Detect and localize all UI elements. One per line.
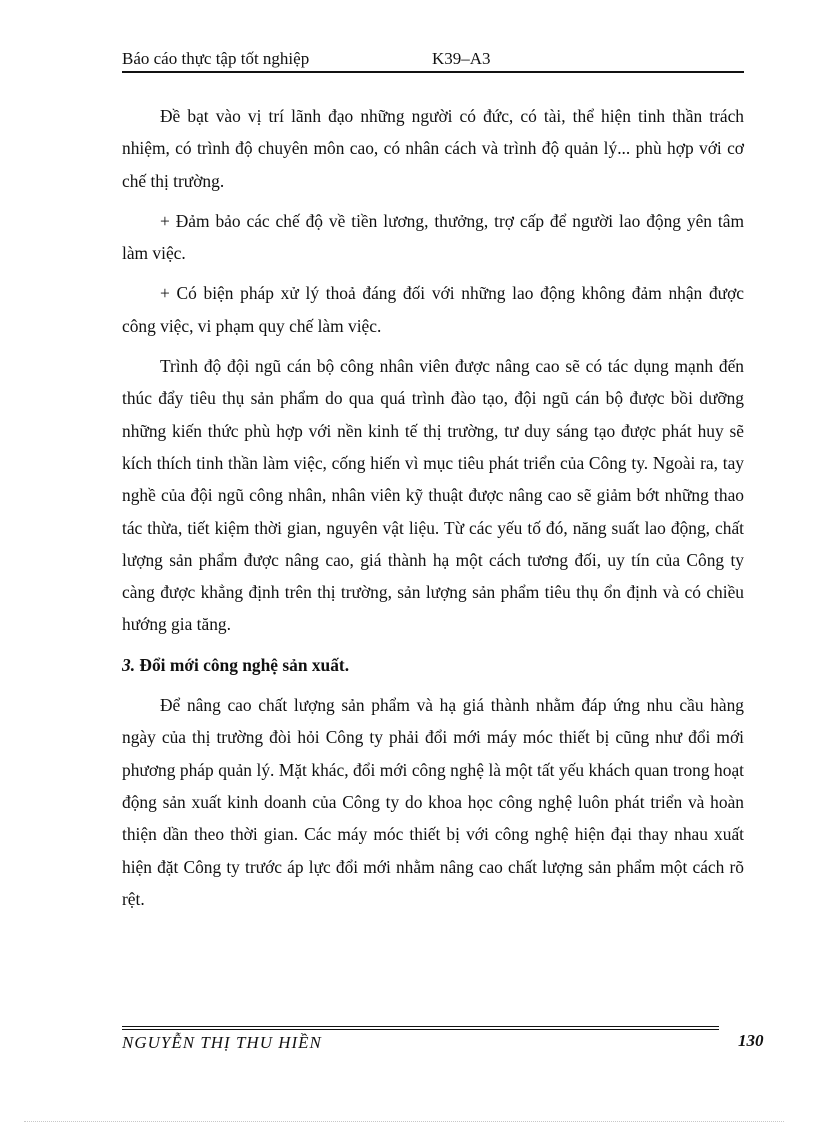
page-body	[122, 100, 744, 923]
paragraph: Đề bạt vào vị trí lãnh đạo những người có đức, có tài, thể hiện tinh thần trách nhiệm, có trình độ chuyên môn cao, có nhân cách và trình độ quản lý... phù hợp với cơ chế thị trường.	[122, 106, 744, 191]
footer-divider	[122, 1026, 719, 1030]
paragraph: + Có biện pháp xử lý thoả đáng đối với những lao động không đảm nhận được công việc, vi phạm quy chế làm việc.	[122, 283, 744, 336]
class-code: K39–A3	[432, 49, 491, 68]
paragraph: Để nâng cao chất lượng sản phẩm và hạ giá thành nhằm đáp ứng nhu cầu hàng ngày của thị trường đòi hỏi Công ty phải đổi mới máy móc thiết bị cũng như đổi mới phương pháp quản lý. Mặt khác, đổi mới công nghệ là một tất yếu khách quan trong hoạt động sản xuất kinh doanh của Công ty do khoa học công nghệ luôn phát triển và hoàn thiện dần theo thời gian. Các máy móc thiết bị với công nghệ hiện đại thay nhau xuất hiện đặt Công ty trước áp lực đổi mới nhằm nâng cao chất lượng sản phẩm một cách rõ rệt.	[122, 695, 744, 909]
page-header	[122, 48, 744, 72]
paragraph: + Đảm bảo các chế độ về tiền lương, thưởng, trợ cấp để người lao động yên tâm làm việc.	[122, 210, 744, 264]
paragraph: Trình độ đội ngũ cán bộ công nhân viên được nâng cao sẽ có tác dụng mạnh đến thúc đẩy tiêu thụ sản phẩm do qua quá trình đào tạo, đội ngũ cán bộ được bồi dưỡng những kiến thức phù hợp với nền kinh tế thị trường, tư duy sáng tạo được phát huy sẽ kích thích tinh thần làm việc, cống hiến vì mục tiêu phát triển của Công ty. Ngoài ra, tay nghề của đội ngũ công nhân, nhân viên kỹ thuật được nâng cao sẽ giảm bớt những thao tác thừa, tiết kiệm thời gian, nguyên vật liệu. Từ các yếu tố đó, năng suất lao động, chất lượng sản phẩm được nâng cao, giá thành hạ một cách tương đối, uy tín của Công ty càng được khẳng định trên thị trường, sản lượng sản phẩm tiêu thụ ổn định và có chiều hướng gia tăng.	[122, 356, 744, 635]
section-heading	[122, 649, 744, 681]
report-title: Báo cáo thực tập tốt nghiệp	[122, 49, 310, 68]
section-number: 3.	[122, 654, 136, 675]
section-title: Đổi mới công nghệ sản xuất.	[139, 654, 350, 675]
header-divider	[122, 71, 744, 73]
author-name: NGUYỄN THỊ THU HIỀN	[122, 1033, 322, 1052]
page-number: 130	[738, 1031, 764, 1050]
page-edge-divider	[24, 1121, 784, 1122]
